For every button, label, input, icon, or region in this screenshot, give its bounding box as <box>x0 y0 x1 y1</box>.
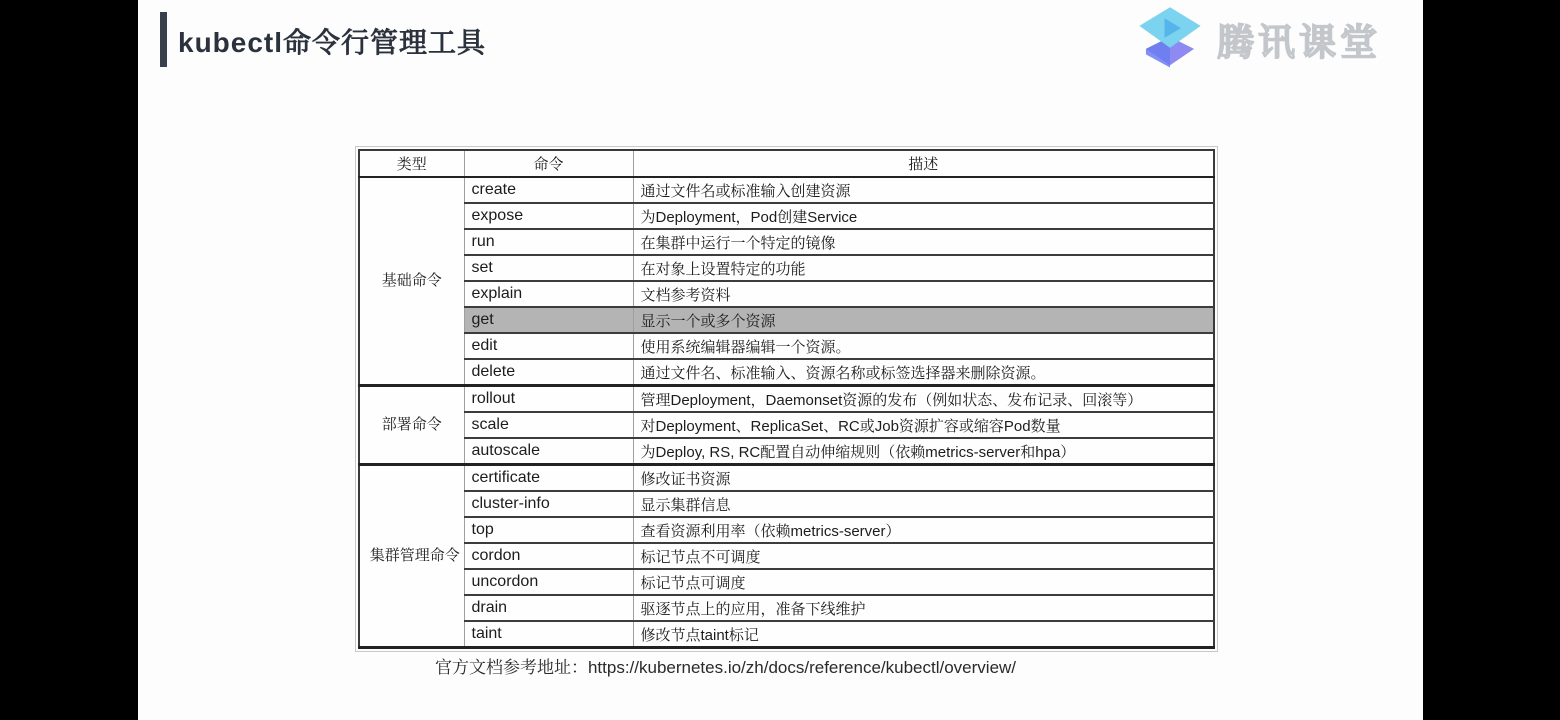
slide-area <box>138 0 1423 720</box>
header-command: 命令 <box>464 150 633 177</box>
table-row <box>359 595 1214 621</box>
reference-footer <box>138 653 1423 678</box>
description-cell: 显示集群信息 <box>633 491 1214 517</box>
table-row <box>359 621 1214 648</box>
command-cell: edit <box>464 333 633 359</box>
table-row <box>359 203 1214 229</box>
table-row <box>359 386 1214 413</box>
description-cell: 修改证书资源 <box>633 465 1214 492</box>
command-cell: cordon <box>464 543 633 569</box>
description-cell: 显示一个或多个资源 <box>633 307 1214 333</box>
table-row <box>359 281 1214 307</box>
description-cell: 驱逐节点上的应用，准备下线维护 <box>633 595 1214 621</box>
description-cell: 为Deployment，Pod创建Service <box>633 203 1214 229</box>
command-cell: set <box>464 255 633 281</box>
command-cell: top <box>464 517 633 543</box>
description-cell: 标记节点不可调度 <box>633 543 1214 569</box>
commands-table-frame <box>355 146 1218 652</box>
command-cell: explain <box>464 281 633 307</box>
brand-name: 腾讯课堂 <box>1217 22 1381 63</box>
table-row <box>359 543 1214 569</box>
kubectl-commands-table <box>358 149 1215 649</box>
command-cell: run <box>464 229 633 255</box>
description-cell: 查看资源利用率（依赖metrics-server） <box>633 517 1214 543</box>
description-cell: 为Deploy, RS, RC配置自动伸缩规则（依赖metrics-server和hpa） <box>633 438 1214 465</box>
command-cell: autoscale <box>464 438 633 465</box>
command-cell: rollout <box>464 386 633 413</box>
table-row <box>359 465 1214 492</box>
command-cell: drain <box>464 595 633 621</box>
group-label-basic: 基础命令 <box>359 177 464 386</box>
command-cell: expose <box>464 203 633 229</box>
description-cell: 文档参考资料 <box>633 281 1214 307</box>
table-row <box>359 229 1214 255</box>
description-cell: 使用系统编辑器编辑一个资源。 <box>633 333 1214 359</box>
table-row-highlighted <box>359 307 1214 333</box>
description-cell: 在集群中运行一个特定的镜像 <box>633 229 1214 255</box>
command-cell: certificate <box>464 465 633 492</box>
description-cell: 通过文件名、标准输入、资源名称或标签选择器来删除资源。 <box>633 359 1214 386</box>
description-cell: 修改节点taint标记 <box>633 621 1214 648</box>
description-cell: 在对象上设置特定的功能 <box>633 255 1214 281</box>
description-cell: 对Deployment、ReplicaSet、RC或Job资源扩容或缩容Pod数量 <box>633 412 1214 438</box>
header-type: 类型 <box>359 150 464 177</box>
brand-watermark <box>1135 4 1381 74</box>
description-cell: 标记节点可调度 <box>633 569 1214 595</box>
tencent-classroom-icon <box>1135 4 1205 74</box>
table-row <box>359 255 1214 281</box>
footer-label: 官方文档参考地址： <box>434 658 588 677</box>
group-label-deploy: 部署命令 <box>359 386 464 465</box>
table-row <box>359 359 1214 386</box>
command-cell: get <box>464 307 633 333</box>
command-cell: create <box>464 177 633 203</box>
page-title: kubectl命令行管理工具 <box>178 27 487 58</box>
title-accent-bar <box>160 12 167 67</box>
table-row <box>359 177 1214 203</box>
command-cell: taint <box>464 621 633 648</box>
header-description: 描述 <box>633 150 1214 177</box>
command-cell: uncordon <box>464 569 633 595</box>
footer-url: https://kubernetes.io/zh/docs/reference/kubectl/overview/ <box>587 658 1017 677</box>
table-header-row <box>359 150 1214 177</box>
table-row <box>359 569 1214 595</box>
table-row <box>359 333 1214 359</box>
command-cell: cluster-info <box>464 491 633 517</box>
description-cell: 管理Deployment，Daemonset资源的发布（例如状态、发布记录、回滚等） <box>633 386 1214 413</box>
table-row <box>359 491 1214 517</box>
table-row <box>359 438 1214 465</box>
command-cell: scale <box>464 412 633 438</box>
table-row <box>359 517 1214 543</box>
command-cell: delete <box>464 359 633 386</box>
group-label-cluster: 集群管理命令 <box>359 465 464 648</box>
table-row <box>359 412 1214 438</box>
description-cell: 通过文件名或标准输入创建资源 <box>633 177 1214 203</box>
